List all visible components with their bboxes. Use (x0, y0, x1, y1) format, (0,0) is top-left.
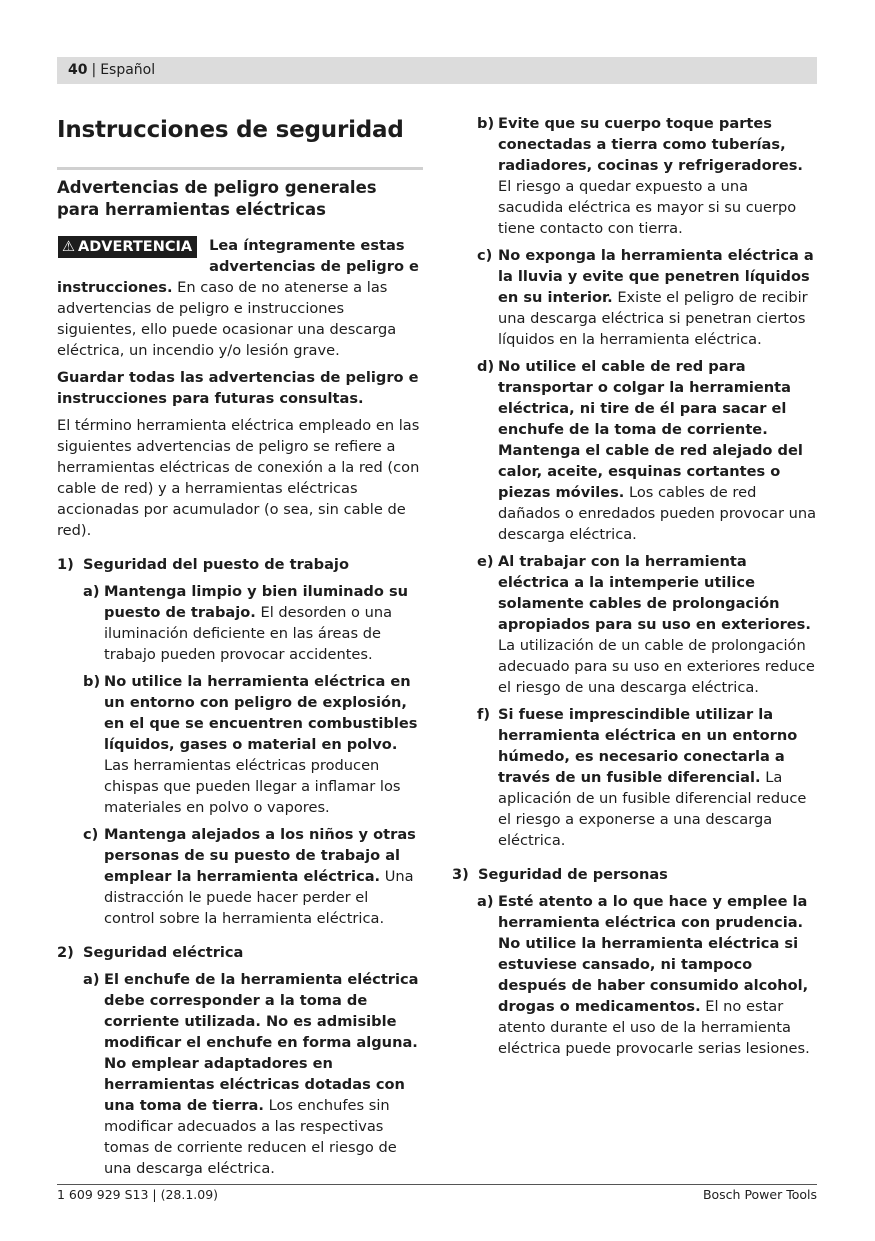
item-content (498, 891, 817, 1059)
item-content (104, 824, 423, 929)
list-item (477, 891, 817, 1059)
item-bold-text: No utilice la herramienta eléctrica en un entorno con peligro de explosión, en el que se encuentren combustibles líquidos, gases o material en polvo. (104, 672, 418, 753)
item-letter: a) (83, 582, 100, 600)
item-content (498, 356, 817, 545)
item-body-text: Existe el peligro de recibir una descarga eléctrica si penetran ciertos líquidos en la herramienta eléctrica. (498, 289, 808, 348)
left-column (57, 113, 423, 1179)
item-body-text: Los cables de red dañados o enredados pueden provocar una descarga eléctrica. (498, 484, 817, 543)
list-item (477, 704, 817, 851)
section-3-title: Seguridad de personas (478, 866, 668, 883)
term-paragraph: El término herramienta eléctrica empleado en las siguientes advertencias de peligro se refiere a herramientas eléctricas de conexión a la red (con cable de red) y a herramientas eléctricas accionadas por acumulador (o sea, sin cable de red). (57, 416, 420, 539)
page-header (57, 57, 817, 84)
list-item (477, 356, 817, 545)
item-letter: b) (83, 672, 101, 690)
item-body-text: La aplicación de un fusible diferencial reduce el riesgo a exponerse a una descarga eléctrica. (498, 769, 807, 849)
item-letter: d) (477, 358, 495, 375)
list-item (57, 671, 423, 818)
item-bold-text: Al trabajar con la herramienta eléctrica a la intemperie utilice solamente cables de prolongación apropiados para su uso en exteriores. (498, 553, 811, 633)
item-letter: c) (477, 247, 493, 264)
section-1-title: Seguridad del puesto de trabajo (83, 555, 349, 573)
section-1-number: 1) (57, 555, 74, 573)
item-bold-text: Mantenga limpio y bien iluminado su puesto de trabajo. (104, 582, 409, 621)
item-letter: c) (83, 825, 99, 843)
section-3-heading (452, 864, 817, 885)
item-content (498, 113, 817, 239)
page-title: Instrucciones de seguridad (57, 117, 404, 143)
list-item (477, 551, 817, 698)
item-bold-text: Mantenga alejados a los niños y otras personas de su puesto de trabajo al emplear la herramienta eléctrica. (104, 825, 416, 885)
page-number: 40 (68, 62, 88, 78)
item-bold-text: Evite que su cuerpo toque partes conectadas a tierra como tuberías, radiadores, cocinas y refrigeradores. (498, 115, 803, 174)
item-content (498, 704, 817, 851)
list-item (477, 245, 817, 350)
section-1-heading (57, 554, 423, 575)
item-body-text: El no estar atento durante el uso de la herramienta eléctrica puede provocarle serias lesiones. (498, 998, 810, 1057)
warning-bold-text: Lea íntegramente estas advertencias de peligro e instrucciones. (57, 236, 419, 296)
item-body-text: Las herramientas eléctricas producen chispas que pueden llegar a inflamar los materiales en polvo o vapores. (104, 756, 401, 816)
item-bold-text: Esté atento a lo que hace y emplee la herramienta eléctrica con prudencia. No utilice la herramienta eléctrica si estuviese cansado, ni tampoco después de haber consumido alcohol, drogas o medicamentos. (498, 893, 809, 1015)
item-body-text: Los enchufes sin modificar adecuados a las respectivas tomas de corriente reducen el riesgo de una descarga eléctrica. (104, 1096, 397, 1177)
warning-badge-label: ADVERTENCIA (78, 238, 193, 255)
list-item (57, 824, 423, 929)
item-body-text: Una distracción le puede hacer perder el control sobre la herramienta eléctrica. (104, 867, 414, 927)
item-content (104, 581, 423, 665)
list-item (477, 113, 817, 239)
section-2-title: Seguridad eléctrica (83, 943, 244, 961)
item-letter: a) (477, 893, 494, 910)
footer-divider (57, 1184, 817, 1185)
header-language: Español (100, 62, 156, 78)
header-separator: | (91, 62, 97, 78)
section-2-number: 2) (57, 943, 74, 961)
item-body-text: El desorden o una iluminación deficiente en las áreas de trabajo pueden provocar accidentes. (104, 603, 393, 663)
warning-body-text: En caso de no atenerse a las advertencias de peligro e instrucciones siguientes, ello puede ocasionar una descarga eléctrica, un incendio y/o lesión grave. (57, 278, 397, 359)
item-letter: a) (83, 970, 100, 988)
warning-triangle-icon: ⚠ (62, 238, 75, 255)
section-3-number: 3) (452, 866, 469, 883)
item-body-text: El riesgo a quedar expuesto a una sacudida eléctrica es mayor si su cuerpo tiene contacto con tierra. (498, 178, 797, 237)
title-divider (57, 167, 423, 170)
item-bold-text: No exponga la herramienta eléctrica a la lluvia y evite que penetren líquidos en su interior. (498, 247, 814, 306)
item-letter: f) (477, 706, 491, 723)
keep-notice-text: Guardar todas las advertencias de peligro e instrucciones para futuras consultas. (57, 368, 419, 407)
item-content (498, 551, 817, 698)
item-body-text: La utilización de un cable de prolongación adecuado para su uso en exteriores reduce el riesgo de una descarga eléctrica. (498, 637, 815, 696)
section-2-heading (57, 942, 423, 963)
item-letter: e) (477, 553, 494, 570)
keep-notice (57, 367, 423, 409)
item-content (104, 671, 423, 818)
right-column (452, 113, 817, 1059)
warning-badge (58, 236, 197, 258)
warning-block (57, 235, 423, 361)
section-subtitle: Advertencias de peligro generales para herramientas eléctricas (57, 178, 377, 219)
item-bold-text: Si fuese imprescindible utilizar la herramienta eléctrica en un entorno húmedo, es necesario conectarla a través de un fusible diferencial. (498, 706, 798, 786)
footer-doc-id: 1 609 929 S13 | (28.1.09) (57, 1187, 219, 1202)
item-bold-text: No utilice el cable de red para transportar o colgar la herramienta eléctrica, ni tire de él para sacar el enchufe de la toma de corriente. Mantenga el cable de red alejado del calor, aceite, esquinas cortantes o piezas móviles. (498, 358, 803, 501)
list-item (57, 581, 423, 665)
item-letter: b) (477, 115, 495, 132)
item-content (498, 245, 817, 350)
list-item (57, 969, 423, 1179)
footer-brand: Bosch Power Tools (702, 1187, 817, 1202)
item-content (104, 969, 423, 1179)
item-bold-text: El enchufe de la herramienta eléctrica debe corresponder a la toma de corriente utilizada. No es admisible modificar el enchufe en forma alguna. No emplear adaptadores en herramientas eléctricas dotadas con una toma de tierra. (104, 970, 419, 1114)
